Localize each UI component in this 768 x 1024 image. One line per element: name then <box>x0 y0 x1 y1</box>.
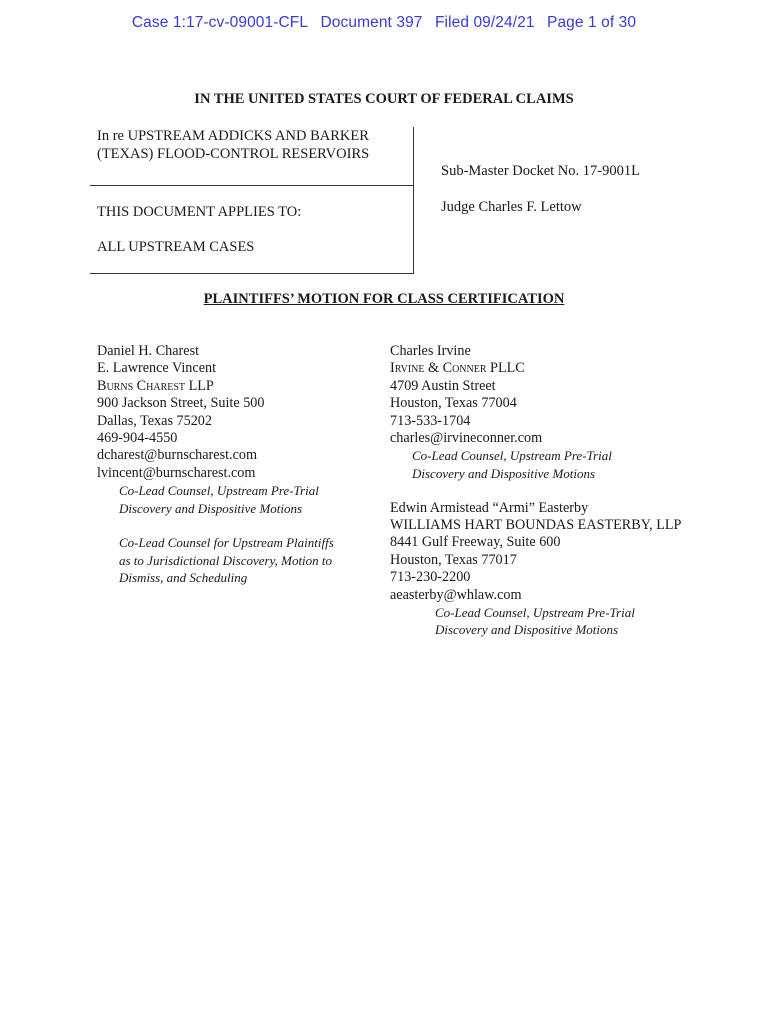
counsel-role: Discovery and Dispositive Motions <box>412 465 596 481</box>
caption-cases: ALL UPSTREAM CASES <box>97 239 255 255</box>
caption-in-re-line1: In re UPSTREAM ADDICKS AND BARKER <box>97 128 369 144</box>
motion-title-text: PLAINTIFFS’ MOTION FOR CLASS CERTIFICATION <box>203 291 565 307</box>
counsel-phone: 713-230-2200 <box>390 569 471 586</box>
counsel-role: Co-Lead Counsel, Upstream Pre-Trial <box>119 483 319 499</box>
counsel-email: lvincent@burnscharest.com <box>97 464 256 481</box>
caption-applies-to: THIS DOCUMENT APPLIES TO: <box>97 204 302 220</box>
counsel-firm: Burns Charest LLP <box>97 377 214 394</box>
counsel-email: charles@irvineconner.com <box>390 430 543 447</box>
counsel-role: Dismiss, and Scheduling <box>119 570 248 586</box>
counsel-street: 900 Jackson Street, Suite 500 <box>97 395 265 412</box>
spacer <box>390 482 710 499</box>
document-number: Document 397 <box>320 14 423 31</box>
caption-middle-rule <box>90 185 414 186</box>
counsel-city: Houston, Texas 77017 <box>390 551 517 568</box>
counsel-role: Co-Lead Counsel, Upstream Pre-Trial <box>435 605 635 621</box>
caption-bottom-rule <box>90 273 414 274</box>
counsel-name: Edwin Armistead “Armi” Easterby <box>390 499 589 516</box>
spacer <box>97 517 367 534</box>
counsel-city: Houston, Texas 77004 <box>390 395 517 412</box>
counsel-email: dcharest@burnscharest.com <box>97 447 258 464</box>
caption-vertical-rule <box>413 127 414 274</box>
counsel-role: Co-Lead Counsel, Upstream Pre-Trial <box>412 448 612 464</box>
caption-in-re-line2: (TEXAS) FLOOD-CONTROL RESERVOIRS <box>97 146 370 162</box>
docket-number: Sub-Master Docket No. 17-9001L <box>441 163 640 179</box>
counsel-block-left <box>97 343 367 587</box>
counsel-phone: 713-533-1704 <box>390 412 471 429</box>
counsel-phone: 469-904-4550 <box>97 430 178 447</box>
counsel-city: Dallas, Texas 75202 <box>97 412 212 429</box>
counsel-role: Discovery and Dispositive Motions <box>435 622 619 638</box>
counsel-street: 4709 Austin Street <box>390 377 496 394</box>
court-title: IN THE UNITED STATES COURT OF FEDERAL CLAIMS <box>194 91 574 107</box>
counsel-role: Discovery and Dispositive Motions <box>119 500 303 516</box>
filed-date: Filed 09/24/21 <box>434 14 535 31</box>
counsel-role: as to Jurisdictional Discovery, Motion to <box>119 552 333 568</box>
counsel-name: Charles Irvine <box>390 343 471 359</box>
motion-title <box>0 291 768 308</box>
page-number: Page 1 of 30 <box>547 14 637 31</box>
ecf-header-stamp <box>0 14 768 32</box>
counsel-street: 8441 Gulf Freeway, Suite 600 <box>390 534 561 551</box>
counsel-firm: WILLIAMS HART BOUNDAS EASTERBY, LLP <box>390 517 682 534</box>
judge-name: Judge Charles F. Lettow <box>441 199 582 215</box>
case-number: Case 1:17-cv-09001-CFL <box>131 14 309 31</box>
counsel-name: Daniel H. Charest <box>97 343 200 359</box>
counsel-firm: Irvine & Conner PLLC <box>390 360 525 377</box>
counsel-email: aeasterby@whlaw.com <box>390 586 522 603</box>
counsel-role: Co-Lead Counsel for Upstream Plaintiffs <box>119 535 334 551</box>
counsel-block-right <box>390 343 710 639</box>
counsel-name: E. Lawrence Vincent <box>97 360 217 377</box>
